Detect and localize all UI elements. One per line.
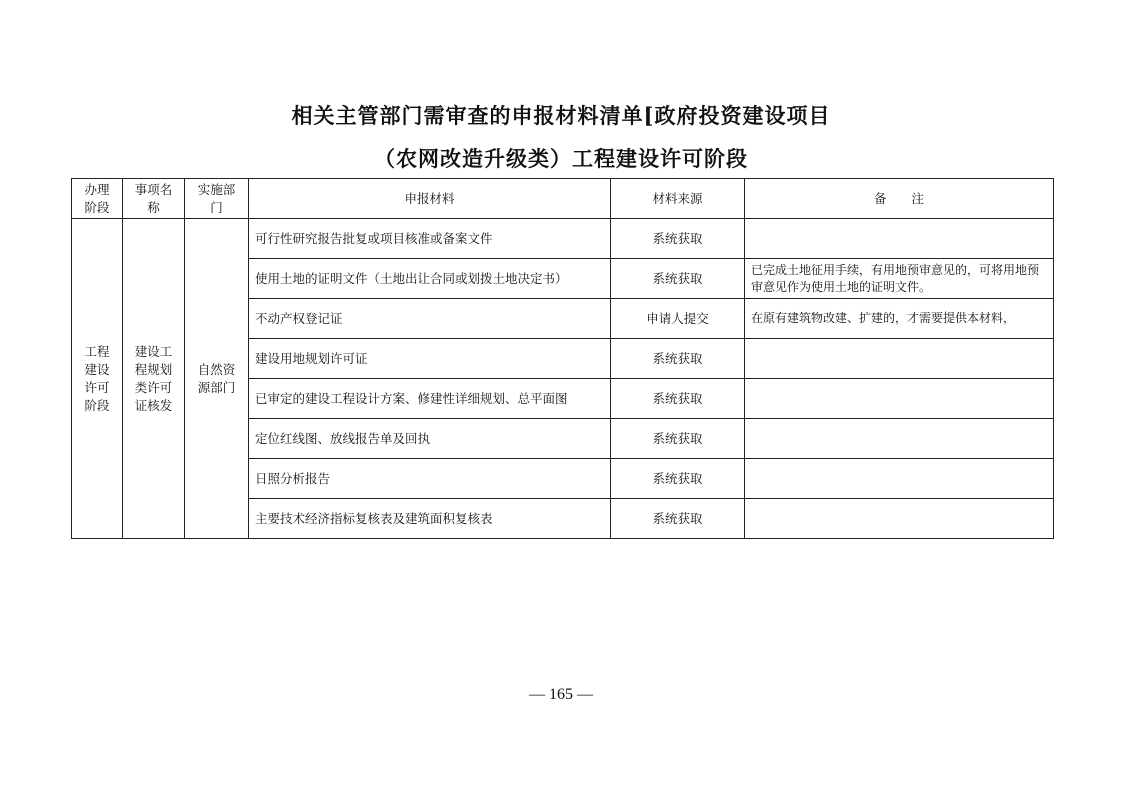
header-item: 事项名称	[123, 179, 185, 219]
header-remark: 备 注	[745, 179, 1054, 219]
remark-cell	[745, 419, 1054, 459]
remark-cell	[745, 339, 1054, 379]
materials-table	[71, 178, 1054, 539]
source-cell: 系统获取	[611, 499, 745, 539]
source-cell: 系统获取	[611, 379, 745, 419]
header-dept: 实施部门	[185, 179, 249, 219]
header-material: 申报材料	[249, 179, 611, 219]
remark-cell	[745, 499, 1054, 539]
source-cell: 系统获取	[611, 259, 745, 299]
item-cell: 建设工程规划类许可证核发	[123, 219, 185, 539]
material-cell: 不动产权登记证	[249, 299, 611, 339]
material-cell: 主要技术经济指标复核表及建筑面积复核表	[249, 499, 611, 539]
page-number: — 165 —	[529, 686, 593, 703]
remark-cell: 在原有建筑物改建、扩建的，才需要提供本材料，	[745, 299, 1054, 339]
header-source: 材料来源	[611, 179, 745, 219]
remark-cell	[745, 219, 1054, 259]
material-cell: 使用土地的证明文件（土地出让合同或划拨土地决定书）	[249, 259, 611, 299]
source-cell: 系统获取	[611, 459, 745, 499]
dept-cell: 自然资源部门	[185, 219, 249, 539]
material-cell: 定位红线图、放线报告单及回执	[249, 419, 611, 459]
table-header-row	[72, 179, 1054, 219]
remark-cell: 已完成土地征用手续，有用地预审意见的，可将用地预审意见作为使用土地的证明文件。	[745, 259, 1054, 299]
remark-cell	[745, 459, 1054, 499]
document-title-line-2: （农网改造升级类）工程建设许可阶段	[374, 146, 748, 171]
material-cell: 建设用地规划许可证	[249, 339, 611, 379]
source-cell: 系统获取	[611, 419, 745, 459]
material-cell: 已审定的建设工程设计方案、修建性详细规划、总平面图	[249, 379, 611, 419]
document-title-line-1: 相关主管部门需审查的申报材料清单[政府投资建设项目	[291, 103, 831, 128]
table-row	[72, 219, 1054, 259]
material-cell: 可行性研究报告批复或项目核准或备案文件	[249, 219, 611, 259]
header-stage: 办理阶段	[72, 179, 123, 219]
source-cell: 系统获取	[611, 339, 745, 379]
source-cell: 申请人提交	[611, 299, 745, 339]
material-cell: 日照分析报告	[249, 459, 611, 499]
stage-cell: 工程建设许可阶段	[72, 219, 123, 539]
source-cell: 系统获取	[611, 219, 745, 259]
remark-cell	[745, 379, 1054, 419]
